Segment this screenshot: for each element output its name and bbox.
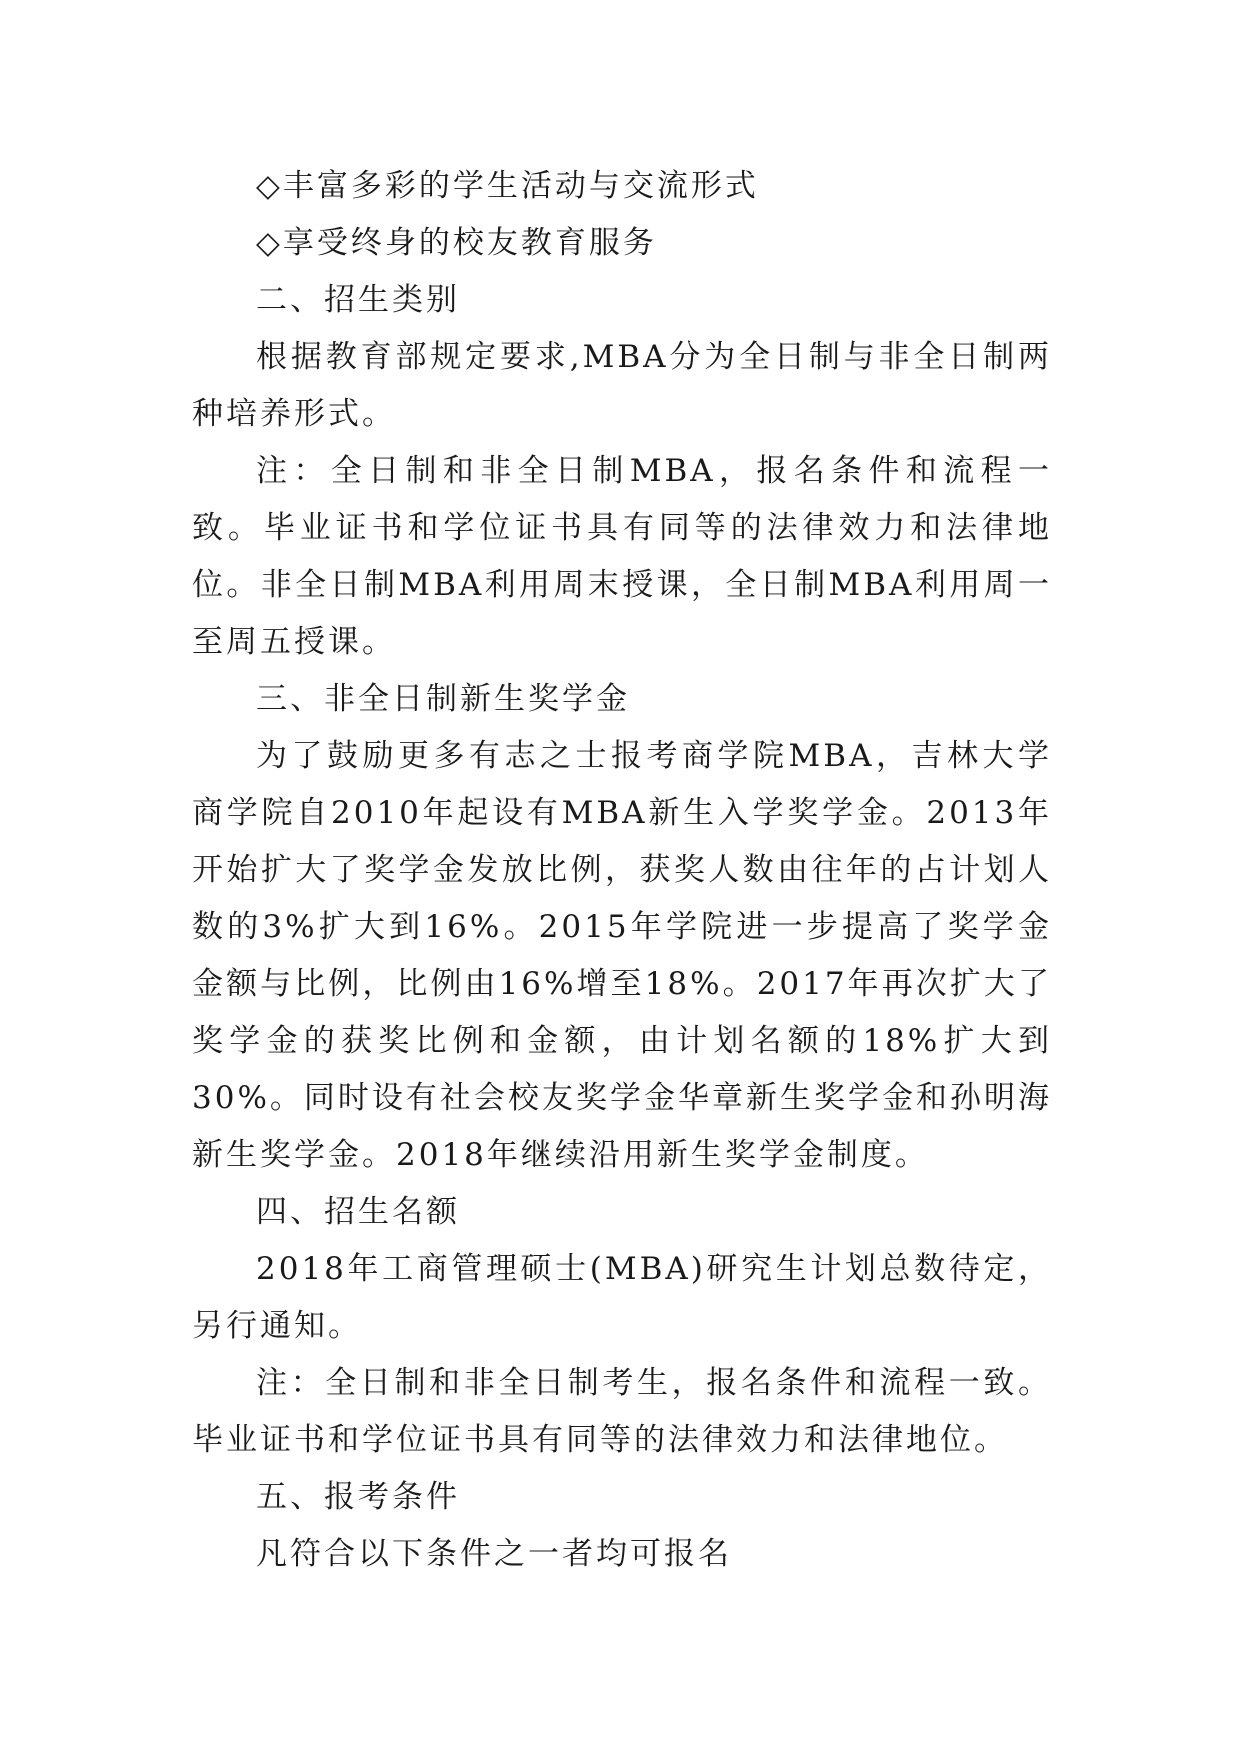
heading-enrollment-categories: 二、招生类别 — [256, 282, 460, 318]
heading-application-conditions: 五、报考条件 — [256, 1479, 460, 1515]
bullet-student-activities: ◇丰富多彩的学生活动与交流形式 — [256, 168, 759, 204]
paragraph-study-forms: 根据教育部规定要求,MBA分为全日制与非全日制两种培养形式。 — [192, 339, 1052, 432]
paragraph-scholarship: 为了鼓励更多有志之士报考商学院MBA，吉林大学商学院自2010年起设有MBA新生入学奖学金。2013年开始扩大了奖学金发放比例，获奖人数由往年的占计划人数的3%扩大到16%。2015年学院进一步提高了奖学金金额与比例，比例由16%增至18%。2017年再次扩大了奖学金的获奖比例和金额，由计划名额的18%扩大到30%。同时设有社会校友奖学金华章新生奖学金和孙明海新生奖学金。2018年继续沿用新生奖学金制度。 — [192, 738, 1052, 1173]
bullet-alumni-services: ◇享受终身的校友教育服务 — [256, 225, 657, 261]
document-body — [192, 158, 1052, 1583]
paragraph-application-conditions: 凡符合以下条件之一者均可报名 — [256, 1536, 732, 1572]
paragraph-enrollment-quota: 2018年工商管理硕士(MBA)研究生计划总数待定，另行通知。 — [192, 1251, 1052, 1344]
note-study-forms: 注：全日制和非全日制MBA，报名条件和流程一致。毕业证书和学位证书具有同等的法律效力和法律地位。非全日制MBA利用周末授课，全日制MBA利用周一至周五授课。 — [192, 453, 1052, 660]
note-enrollment-quota: 注：全日制和非全日制考生，报名条件和流程一致。毕业证书和学位证书具有同等的法律效力和法律地位。 — [192, 1365, 1052, 1458]
heading-scholarship: 三、非全日制新生奖学金 — [256, 681, 630, 717]
heading-enrollment-quota: 四、招生名额 — [256, 1194, 460, 1230]
